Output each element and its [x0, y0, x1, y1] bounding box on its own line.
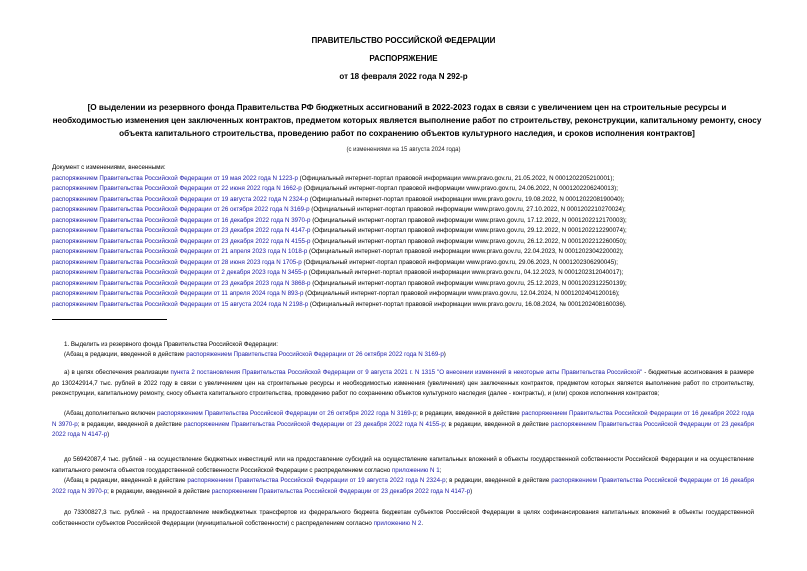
amendment-item: [52, 205, 742, 216]
amendment-item: [52, 300, 742, 311]
amendment-item: [52, 174, 742, 185]
amendment-item: [52, 279, 742, 290]
amendment-link[interactable]: распоряжением Правительства Российской Федерации от 22 июня 2022 года N 1662-р: [52, 185, 302, 192]
amendment-link[interactable]: распоряжением Правительства Российской Федерации от 15 августа 2024 года N 2198-р: [52, 300, 309, 308]
amendment-item: [52, 184, 742, 195]
amendment-item: [52, 237, 742, 248]
amendment-source: (Официальный интернет-портал правовой информации www.pravo.gov.ru, 29.06.2023, N 0001202306290045);: [301, 258, 618, 266]
document-title: [О выделении из резервного фонда Правительства РФ бюджетных ассигнований в 2022-2023 годах в связи с увеличением цен на строительные ресурсы и необходимостью изменения цен заключенных контрактов, предметом которых является выполнение работ по строительству, реконструкции, капитальному ремонту, сносу объекта капитального строительства, проведению работ по сохранению объектов культурного наследия, и сроков исполнения контрактов]: [52, 103, 762, 138]
amendment-source: (Официальный интернет-портал правовой информации www.pravo.gov.ru, 27.10.2022, N 0001202210270024);: [309, 206, 626, 213]
amendment-source: (Официальный интернет-портал правовой информации www.pravo.gov.ru, 25.12.2023, N 0001202312250139);: [310, 279, 627, 287]
amendment-link[interactable]: распоряжением Правительства Российской Федерации от 23 декабря 2022 года N 4147-р: [52, 420, 754, 438]
amendment-source: (Официальный интернет-портал правовой информации www.pravo.gov.ru, 17.12.2022, N 0001202212170003);: [310, 216, 627, 224]
resolution-link[interactable]: пункта 2 постановления Правительства Российской Федерации от 9 августа 2021 г. N 1315 "О внесении изменений в некоторые акты Правительства Российской": [170, 369, 643, 376]
amendment-item: [52, 247, 742, 258]
amendment-link[interactable]: распоряжением Правительства Российской Федерации от 23 декабря 2023 года N 3868-р: [52, 279, 311, 287]
appendix-2-link[interactable]: приложению N 2: [373, 519, 422, 527]
paragraph-a: а) в целях обеспечения реализации пункта 2 постановления Правительства Российской Федерации от 9 августа 2021 г. N 1315 "О внесении изменений в некоторые акты Правительства Российской" - бюджетные ассигнования в размере до 130242914,7 тыс. рублей в 2022 году в связи с увеличением цен на строительные ресурсы и необходимостью изменения (увеличения) цен заключенных контрактов, предметом которых является выполнение работ по строительству, реконструкции, капитальному ремонту, сносу объекта капитального строительства, проведению работ по сохранению объектов культурного наследия (далее - контракты), и (или) сроков исполнения контрактов;: [52, 369, 754, 397]
paragraph-investments: до 56942087,4 тыс. рублей - на осуществление бюджетных инвестиций или на предоставление субсидий на осуществление капитальных вложений в объекты государственной собственности Российской Федерации и на осуществление капитального ремонта объектов государственной собственности Российской Федерации с распределением согласно приложению N 1;: [52, 456, 754, 474]
paragraph-1-note: (Абзац в редакции, введенной в действие распоряжением Правительства Российской Федерации от 26 октября 2022 года N 3169-р): [64, 351, 446, 358]
amendment-source: (Официальный интернет-портал правовой информации www.pravo.gov.ru, 21.05.2022, N 0001202205210001);: [297, 174, 615, 182]
amendment-link[interactable]: распоряжением Правительства Российской Федерации от 16 декабря 2022 года N 3970-р: [52, 477, 754, 495]
amendment-source: (Официальный интернет-портал правовой информации www.pravo.gov.ru, 26.12.2022, N 0001202212260050);: [310, 237, 627, 245]
document-date-number: от 18 февраля 2022 года N 292-р: [339, 72, 468, 81]
paragraph-investments-note: (Абзац в редакции, введенной в действие распоряжением Правительства Российской Федерации от 19 августа 2022 года N 2324-р; в редакции, введенной в действие распоряжением Правительства Российской Федерации от 16 декабря 2022 года N 3970-р; в редакции, введенной в действие распоряжением Правительства Российской Федерации от 23 декабря 2022 года N 4147-р): [52, 477, 754, 495]
amendment-link[interactable]: распоряжением Правительства Российской Федерации от 23 декабря 2022 года N 4155-р: [183, 420, 445, 428]
amendment-link[interactable]: распоряжением Правительства Российской Федерации от 16 декабря 2022 года N 3970-р: [52, 216, 311, 224]
amendment-link[interactable]: распоряжением Правительства Российской Федерации от 21 апреля 2023 года N 1018-р: [52, 248, 308, 255]
paragraph-1: 1. Выделить из резервного фонда Правительства Российской Федерации:: [64, 341, 278, 348]
amendment-item: [52, 258, 742, 269]
separator-rule: [52, 319, 167, 320]
amendment-link[interactable]: распоряжением Правительства Российской Федерации от 19 августа 2022 года N 2324-р: [187, 477, 446, 484]
amendment-source: (Официальный интернет-портал правовой информации www.pravo.gov.ru, 29.12.2022, N 0001202212290074);: [310, 227, 627, 234]
paragraph-transfers: до 73300827,3 тыс. рублей - на предоставление межбюджетных трансфертов из федерального бюджета бюджетам субъектов Российской Федерации в целях софинансирования капитальных вложений в объекты государственной собственности субъектов Российской Федерации (муниципальной собственности) с распределением согласно приложению N 2.: [52, 509, 754, 527]
amendment-source: (Официальный интернет-портал правовой информации www.pravo.gov.ru, 04.12.2023, N 0001202312040017);: [307, 269, 624, 276]
amendment-link[interactable]: распоряжением Правительства Российской Федерации от 23 декабря 2022 года N 4147-р: [52, 227, 311, 234]
appendix-1-link[interactable]: приложению N 1: [391, 466, 440, 474]
amendment-link[interactable]: распоряжением Правительства Российской Федерации от 26 октября 2022 года N 3169-р: [157, 410, 417, 417]
amendment-link[interactable]: распоряжением Правительства Российской Федерации от 28 июня 2023 года N 1705-р: [52, 258, 302, 266]
amendment-item: [52, 195, 742, 206]
amendment-source: (Официальный интернет-портал правовой информации www.pravo.gov.ru, 22.04.2023, N 0001202304220002);: [307, 248, 624, 255]
amendment-item: [52, 226, 742, 237]
government-heading: ПРАВИТЕЛЬСТВО РОССИЙСКОЙ ФЕДЕРАЦИИ: [311, 36, 496, 45]
amendment-item: [52, 268, 742, 279]
amendment-link[interactable]: распоряжением Правительства Российской Федерации от 2 декабря 2023 года N 3455-р: [52, 269, 308, 276]
amendment-source: (Официальный интернет-портал правовой информации www.pravo.gov.ru, 24.06.2022, N 0001202206240013);: [301, 185, 618, 192]
document-type: РАСПОРЯЖЕНИЕ: [369, 54, 438, 63]
amendment-link[interactable]: распоряжением Правительства Российской Федерации от 26 октября 2022 года N 3169-р: [186, 351, 444, 358]
paragraph-a-note: (Абзац дополнительно включен распоряжением Правительства Российской Федерации от 26 октября 2022 года N 3169-р; в редакции, введенной в действие распоряжением Правительства Российской Федерации от 16 декабря 2022 года N 3970-р; в редакции, введенной в действие распоряжением Правительства Российской Федерации от 23 декабря 2022 года N 4155-р; в редакции, введенной в действие распоряжением Правительства Российской Федерации от 23 декабря 2022 года N 4147-р): [52, 410, 754, 438]
amendment-link[interactable]: распоряжением Правительства Российской Федерации от 23 декабря 2022 года N 4155-р: [52, 237, 311, 245]
amendment-link[interactable]: распоряжением Правительства Российской Федерации от 19 августа 2022 года N 2324-р: [52, 195, 309, 203]
amendment-item: [52, 289, 742, 300]
amendment-link[interactable]: распоряжением Правительства Российской Федерации от 11 апреля 2024 года N 893-р: [52, 290, 304, 297]
amendment-link[interactable]: распоряжением Правительства Российской Федерации от 26 октября 2022 года N 3169-р: [52, 206, 310, 213]
amendment-source: (Официальный интернет-портал правовой информации www.pravo.gov.ru, 16.08.2024, № 0001202408160036).: [308, 300, 627, 308]
revision-note: (с изменениями на 15 августа 2024 года): [346, 147, 461, 153]
amendment-link[interactable]: распоряжением Правительства Российской Федерации от 23 декабря 2022 года N 4147-р: [211, 487, 471, 495]
amendments-list: [52, 163, 742, 310]
amendment-source: (Официальный интернет-портал правовой информации www.pravo.gov.ru, 19.08.2022, N 0001202208190040);: [308, 195, 625, 203]
amendment-link[interactable]: распоряжением Правительства Российской Федерации от 19 мая 2022 года N 1223-р: [52, 174, 298, 182]
amendments-lead: Документ с изменениями, внесенными:: [52, 164, 166, 171]
amendment-link[interactable]: распоряжением Правительства Российской Федерации от 16 декабря 2022 года N 3970-р: [52, 410, 754, 428]
amendment-item: [52, 216, 742, 227]
amendment-source: (Официальный интернет-портал правовой информации www.pravo.gov.ru, 12.04.2024, N 0001202404120016);: [303, 290, 620, 297]
